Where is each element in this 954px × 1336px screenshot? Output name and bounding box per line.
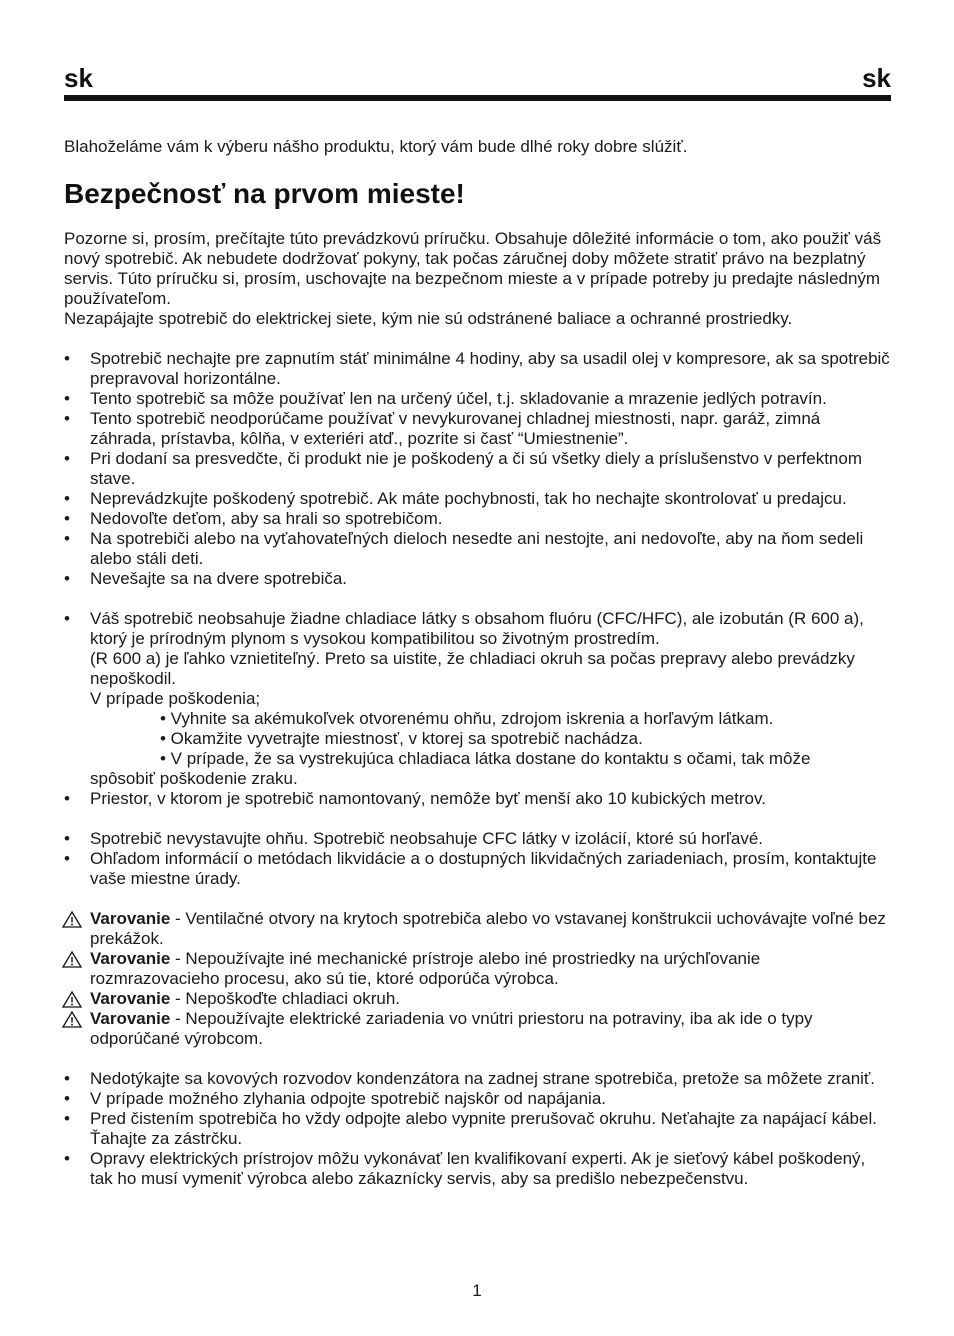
- bullet-list-refrigerant: [64, 609, 891, 809]
- warning-label: Varovanie: [90, 1009, 171, 1028]
- list-item: • Tento spotrebič neodporúčame používať v nevykurovanej chladnej miestnosti, napr. garáž, zimná záhrada, prístavba, kôlňa, v exteriéri atď., pozrite si časť “Umiestnenie”.: [64, 409, 821, 448]
- sub-item: • Okamžite vyvetrajte miestnosť, v ktorej sa spotrebič nachádza.: [160, 729, 643, 748]
- sub-item: • V prípade, že sa vystrekujúca chladiaca látka dostane do kontaktu s očami, tak môže: [160, 749, 811, 768]
- warning-triangle-icon: [62, 911, 82, 928]
- list-item: • Neprevádzkujte poškodený spotrebič. Ak máte pochybnosti, tak ho nechajte skontrolovať u predajcu.: [64, 489, 847, 508]
- warning-item: Varovanie - Ventilačné otvory na krytoch spotrebiča alebo vo vstavanej konštrukcii uchovávajte voľné bez prekážok.: [64, 909, 891, 949]
- warning-label: Varovanie: [90, 949, 171, 968]
- warning-item: Varovanie - Nepoužívajte iné mechanické prístroje alebo iné prostriedky na urýchľovanie rozmrazovacieho procesu, ako sú tie, ktoré odporúča výrobca.: [64, 949, 891, 989]
- page-header: [64, 62, 891, 94]
- sub-item: • Vyhnite sa akémukoľvek otvorenému ohňu, zdrojom iskrenia a horľavým látkam.: [160, 709, 774, 728]
- warning-label: Varovanie: [90, 909, 171, 928]
- warning-triangle-icon: [62, 1011, 82, 1028]
- warning-triangle-icon: [62, 991, 82, 1008]
- safety-content: [64, 229, 891, 1189]
- paragraph: Nezapájajte spotrebič do elektrickej siete, kým nie sú odstránené baliace a ochranné prostriedky.: [64, 309, 793, 328]
- sub-item-continued: spôsobiť poškodenie zraku.: [90, 769, 298, 788]
- language-code-right: sk: [862, 63, 891, 93]
- list-item: • Váš spotrebič neobsahuje žiadne chladiace látky s obsahom fluóru (CFC/HFC), ale izobután (R 600 a), ktorý je prírodným plynom s vysokou kompatibilitou so životným prostredím. (R 600 a) je ľahko vznietiteľný. Preto sa uistite, že chladiaci okruh sa počas prepravy alebo prevádzky nepoškodil. V prípade poškodenia; • Vyhnite sa akémukoľvek otvorenému ohňu, zdrojom iskrenia a horľavým látkam. • Okamžite vyvetrajte miestnosť, v ktorej sa spotrebič nachádza. • V prípade, že sa vystrekujúca chladiaca látka dostane do kontaktu s očami, tak môže spôsobiť poškodenie zraku.: [64, 609, 891, 789]
- list-item: • Nedotýkajte sa kovových rozvodov kondenzátora na zadnej strane spotrebiča, pretože sa môžete zraniť.: [64, 1069, 876, 1088]
- header-rule: [64, 95, 891, 101]
- warning-item: Varovanie - Nepoužívajte elektrické zariadenia vo vnútri priestoru na potraviny, iba ak ide o typy odporúčané výrobcom.: [64, 1009, 891, 1049]
- warning-item: Varovanie - Nepoškoďte chladiaci okruh.: [64, 989, 891, 1009]
- warning-triangle-icon: [62, 951, 82, 968]
- list-item: • Opravy elektrických prístrojov môžu vykonávať len kvalifikovaní experti. Ak je sieťový kábel poškodený, tak ho musí vymeniť výrobca alebo zákaznícky servis, aby sa predišlo nebezpečenstvu.: [64, 1149, 866, 1188]
- bullet-list-general: [64, 349, 891, 589]
- list-item: • Nevešajte sa na dvere spotrebiča.: [64, 569, 348, 588]
- warning-label: Varovanie: [90, 989, 171, 1008]
- page-number: 1: [472, 1281, 482, 1300]
- list-item: • V prípade možného zlyhania odpojte spotrebič najskôr od napájania.: [64, 1089, 607, 1108]
- list-item: • Nedovoľte deťom, aby sa hrali so spotrebičom.: [64, 509, 443, 528]
- list-item: • Spotrebič nevystavujte ohňu. Spotrebič neobsahuje CFC látky v izolácií, ktoré sú horľavé.: [64, 829, 764, 848]
- list-item: • Spotrebič nechajte pre zapnutím stáť minimálne 4 hodiny, aby sa usadil olej v kompresore, ak sa spotrebič prepravoval horizontálne.: [64, 349, 890, 388]
- list-item: • Ohľadom informácií o metódach likvidácie a o dostupných likvidačných zariadeniach, prosím, kontaktujte vaše miestne úrady.: [64, 849, 877, 888]
- list-item: • Tento spotrebič sa môže používať len na určený účel, t.j. skladovanie a mrazenie jedlých potravín.: [64, 389, 827, 408]
- bullet-list-maintenance: [64, 1069, 891, 1189]
- paragraph: Pozorne si, prosím, prečítajte túto prevádzkovú príručku. Obsahuje dôležité informácie o tom, ako použiť váš nový spotrebič. Ak nebudete dodržovať pokyny, tak počas záručnej doby môžete stratiť právo na bezplatný servis. Túto príručku si, prosím, uschovajte na bezpečnom mieste a v prípade potreby ju predajte následným používateľom.: [64, 229, 882, 308]
- language-code-left: sk: [64, 63, 93, 93]
- list-item: • Pred čistením spotrebiča ho vždy odpojte alebo vypnite prerušovač okruhu. Neťahajte za napájací kábel. Ťahajte za zástrčku.: [64, 1109, 877, 1148]
- list-item: • Pri dodaní sa presvedčte, či produkt nie je poškodený a či sú všetky diely a príslušenstvo v perfektnom stave.: [64, 449, 863, 488]
- list-item: • Na spotrebiči alebo na vyťahovateľných dieloch nesedte ani nestojte, ani nedovoľte, aby na ňom sedeli alebo stáli deti.: [64, 529, 864, 568]
- list-item: • Priestor, v ktorom je spotrebič namontovaný, nemôže byť menší ako 10 kubických metrov.: [64, 789, 766, 808]
- page-title: Bezpečnosť na prvom mieste!: [64, 178, 465, 209]
- intro-text: Blahoželáme vám k výberu nášho produktu, ktorý vám bude dlhé roky dobre slúžiť.: [64, 137, 688, 156]
- warnings-block: [64, 909, 891, 1049]
- bullet-list-disposal: [64, 829, 891, 889]
